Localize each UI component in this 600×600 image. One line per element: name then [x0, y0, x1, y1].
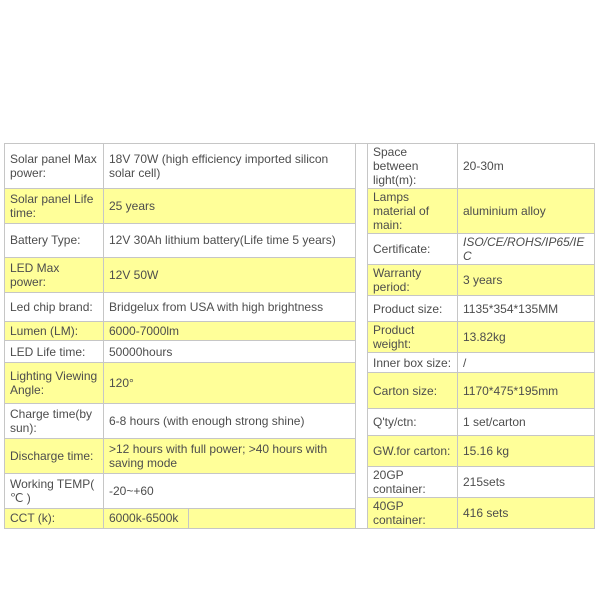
- spec-label: Space between light(m):: [368, 144, 458, 189]
- spec-label: LED Life time:: [5, 340, 104, 363]
- spec-value: 12V 30Ah lithium battery(Life time 5 years): [104, 223, 356, 257]
- table-row: [368, 144, 595, 189]
- table-row: [5, 257, 356, 292]
- spec-value: 1170*475*195mm: [458, 373, 595, 409]
- table-row: [5, 144, 356, 189]
- spec-label: Inner box size:: [368, 353, 458, 373]
- spec-value: aluminium alloy: [458, 189, 595, 234]
- table-row: [368, 296, 595, 322]
- table-gap-divider: [356, 143, 367, 529]
- spec-value: 15.16 kg: [458, 436, 595, 467]
- spec-value: 50000hours: [104, 340, 356, 363]
- spec-value: 25 years: [104, 189, 356, 224]
- table-row: [5, 403, 356, 438]
- spec-value: 215sets: [458, 467, 595, 498]
- spec-value: 13.82kg: [458, 322, 595, 353]
- table-row: [368, 265, 595, 296]
- spec-value: >12 hours with full power; >40 hours with saving mode: [104, 438, 356, 473]
- spec-label: LED Max power:: [5, 257, 104, 292]
- table-row: [5, 292, 356, 321]
- table-row: [368, 436, 595, 467]
- table-row: [5, 363, 356, 404]
- spec-value: 6000-7000lm: [104, 321, 356, 340]
- right-spec-table: [367, 143, 595, 529]
- spec-label: Led chip brand:: [5, 292, 104, 321]
- spec-label: Lumen (LM):: [5, 321, 104, 340]
- spec-label: Product weight:: [368, 322, 458, 353]
- table-row: [368, 189, 595, 234]
- spec-label: Certificate:: [368, 234, 458, 265]
- spec-value: 20-30m: [458, 144, 595, 189]
- spec-value: 3 years: [458, 265, 595, 296]
- spec-label: Discharge time:: [5, 438, 104, 473]
- spec-label: Working TEMP( ℃ ): [5, 473, 104, 508]
- table-row: [368, 498, 595, 529]
- table-row: [5, 438, 356, 473]
- spec-value: 416 sets: [458, 498, 595, 529]
- spec-value: 1 set/carton: [458, 409, 595, 436]
- table-row: [368, 373, 595, 409]
- spec-value: 12V 50W: [104, 257, 356, 292]
- spec-value: 18V 70W (high efficiency imported silicon solar cell): [104, 144, 356, 189]
- spec-label: 40GP container:: [368, 498, 458, 529]
- spec-label: Lighting Viewing Angle:: [5, 363, 104, 404]
- spec-label: Carton size:: [368, 373, 458, 409]
- spec-label: Solar panel Max power:: [5, 144, 104, 189]
- product-spec-table: [4, 143, 595, 529]
- table-row: [368, 467, 595, 498]
- spec-label: Product size:: [368, 296, 458, 322]
- table-row: [368, 234, 595, 265]
- spec-label: GW.for carton:: [368, 436, 458, 467]
- table-row: [368, 353, 595, 373]
- spec-label: Battery Type:: [5, 223, 104, 257]
- table-row: [5, 340, 356, 363]
- table-row: [5, 508, 356, 528]
- spec-value: /: [458, 353, 595, 373]
- spec-empty-cell: [189, 508, 356, 528]
- table-row: [368, 409, 595, 436]
- spec-value: 6000k-6500k: [104, 508, 189, 528]
- spec-label: 20GP container:: [368, 467, 458, 498]
- spec-label: Charge time(by sun):: [5, 403, 104, 438]
- table-row: [5, 189, 356, 224]
- table-row: [5, 223, 356, 257]
- table-row: [5, 321, 356, 340]
- spec-label: Warranty period:: [368, 265, 458, 296]
- spec-value: Bridgelux from USA with high brightness: [104, 292, 356, 321]
- left-spec-table: [4, 143, 356, 529]
- spec-value: 6-8 hours (with enough strong shine): [104, 403, 356, 438]
- spec-value: ISO/CE/ROHS/IP65/IEC: [458, 234, 595, 265]
- spec-value: 1135*354*135MM: [458, 296, 595, 322]
- spec-label: Q'ty/ctn:: [368, 409, 458, 436]
- spec-value: -20~+60: [104, 473, 356, 508]
- spec-label: Solar panel Life time:: [5, 189, 104, 224]
- table-row: [5, 473, 356, 508]
- spec-label: Lamps material of main:: [368, 189, 458, 234]
- table-row: [368, 322, 595, 353]
- spec-label: CCT (k):: [5, 508, 104, 528]
- spec-value: 120°: [104, 363, 356, 404]
